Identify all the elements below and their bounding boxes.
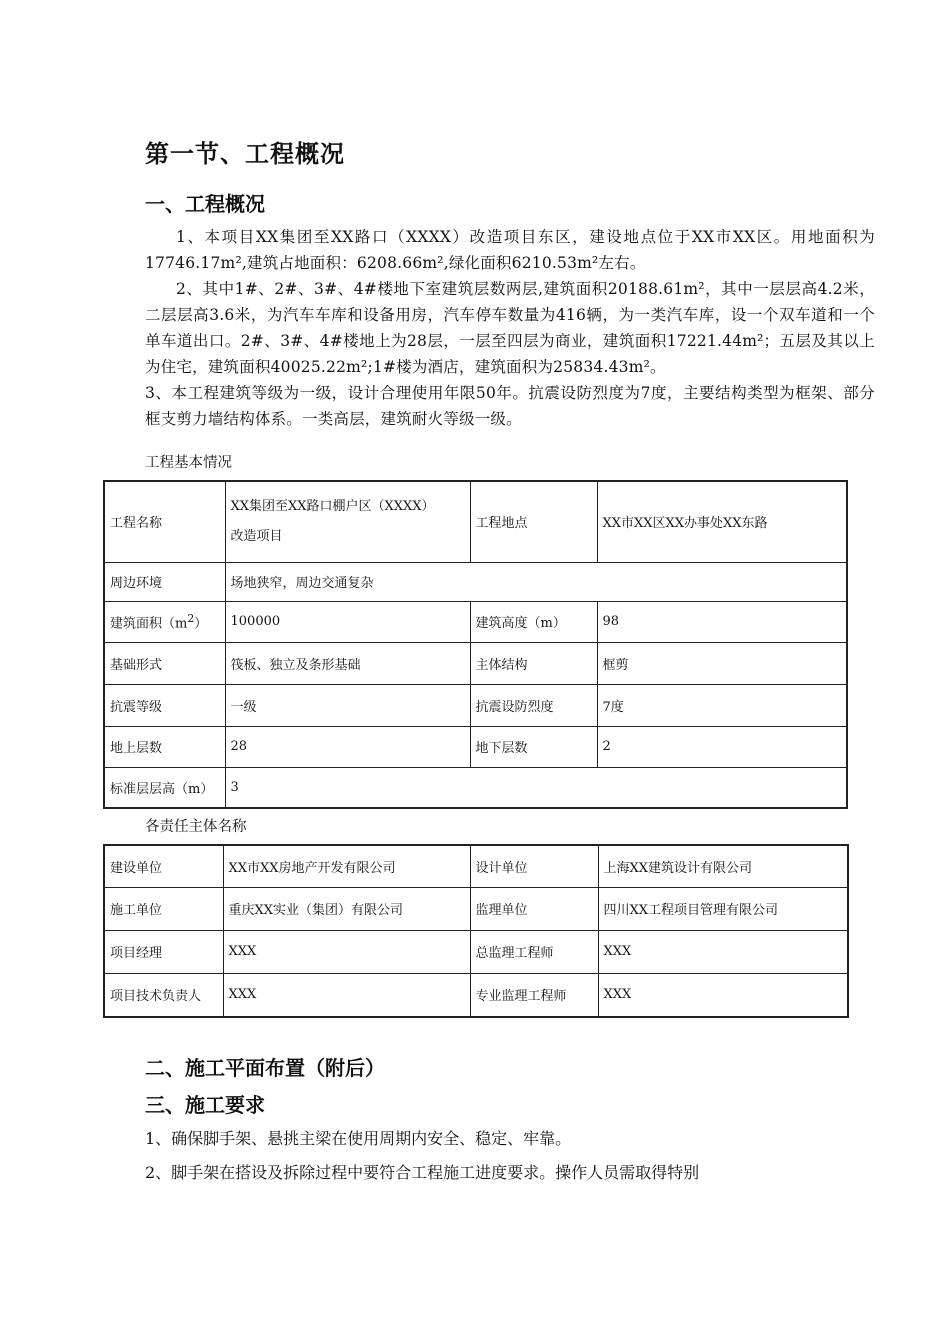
project-name-line2: 改造项目	[230, 528, 283, 544]
table-row	[104, 930, 848, 973]
surroundings-label: 周边环境	[104, 562, 225, 601]
party-label: 监理单位	[470, 887, 598, 930]
project-basic-info-table	[103, 480, 848, 809]
location-label: 工程地点	[470, 481, 597, 562]
overview-paragraphs	[145, 224, 875, 432]
party-value: XXX	[598, 973, 848, 1017]
party-value: 重庆XX实业（集团）有限公司	[223, 887, 470, 930]
structure-value: 框剪	[597, 642, 847, 684]
party-label: 施工单位	[104, 887, 223, 930]
heading-site-layout: 二、施工平面布置（附后）	[145, 1056, 385, 1080]
height-label: 建筑高度（m）	[470, 601, 597, 642]
party-label: 总监理工程师	[470, 930, 598, 973]
table-row	[104, 601, 847, 642]
project-name-label: 工程名称	[104, 481, 225, 562]
paragraph-2: 2、其中1#、2#、3#、4#楼地下室建筑层数两层,建筑面积20188.61m²，其中一层层高4.2米，二层层高3.6米，为汽车车库和设备用房，汽车停车数量为416辆，为一类汽车库，设一个双车道和一个单车道出口。2#、3#、4#楼地上为28层，一层至四层为商业，建筑面积17221.44m²；五层及其以上为住宅，建筑面积40025.22m²;1#楼为酒店，建筑面积为25834.43m²。	[145, 280, 875, 376]
floors-below-value: 2	[597, 726, 847, 767]
project-name-line1: XX集团至XX路口棚户区（XXXX）	[230, 498, 435, 514]
floors-above-label: 地上层数	[104, 726, 225, 767]
paragraph-3: 3、本工程建筑等级为一级，设计合理使用年限50年。抗震设防烈度为7度，主要结构类型为框架、部分框支剪力墙结构体系。一类高层，建筑耐火等级一级。	[145, 384, 875, 428]
seismic-grade-value: 一级	[225, 684, 470, 726]
area-label: 建筑面积$(m^2)$	[104, 601, 225, 642]
party-label: 专业监理工程师	[470, 973, 598, 1017]
party-label: 项目经理	[104, 930, 223, 973]
table-row	[104, 887, 848, 930]
seismic-intensity-label: 抗震设防烈度	[470, 684, 597, 726]
table-row	[104, 767, 847, 808]
paragraph-1: 1、本项目XX集团至XX路口（XXXX）改造项目东区，建设地点位于XX市XX区。用地面积为17746.17m²,建筑占地面积：6208.66m²,绿化面积6210.53m²左右。	[145, 228, 875, 272]
foundation-value: 筏板、独立及条形基础	[225, 642, 470, 684]
party-value: XXX	[223, 973, 470, 1017]
requirement-1: 1、确保脚手架、悬挑主梁在使用周期内安全、稳定、牢靠。	[145, 1129, 572, 1148]
location-value: XX市XX区XX办事处XX东路	[597, 481, 847, 562]
table-row	[104, 726, 847, 767]
party-value: 上海XX建筑设计有限公司	[598, 845, 848, 887]
party-label: 项目技术负责人	[104, 973, 223, 1017]
surroundings-value: 场地狭窄，周边交通复杂	[225, 562, 847, 601]
floors-below-label: 地下层数	[470, 726, 597, 767]
seismic-intensity-value: 7度	[597, 684, 847, 726]
table-row	[104, 845, 848, 887]
area-value: 100000	[225, 601, 470, 642]
table-row	[104, 562, 847, 601]
table1-caption: 工程基本情况	[145, 455, 232, 471]
party-label: 建设单位	[104, 845, 223, 887]
foundation-label: 基础形式	[104, 642, 225, 684]
requirement-2: 2、脚手架在搭设及拆除过程中要符合工程施工进度要求。操作人员需取得特别	[145, 1163, 700, 1182]
table-row	[104, 642, 847, 684]
table-row	[104, 684, 847, 726]
heading-construction-requirements: 三、施工要求	[145, 1093, 265, 1117]
party-value: XX市XX房地产开发有限公司	[223, 845, 470, 887]
floors-above-value: 28	[225, 726, 470, 767]
seismic-grade-label: 抗震等级	[104, 684, 225, 726]
section-title: 第一节、工程概况	[145, 139, 345, 168]
party-value: XXX	[598, 930, 848, 973]
party-label: 设计单位	[470, 845, 598, 887]
table-row	[104, 973, 848, 1017]
height-value: 98	[597, 601, 847, 642]
party-value: XXX	[223, 930, 470, 973]
project-name-value	[225, 481, 470, 562]
structure-label: 主体结构	[470, 642, 597, 684]
table-row	[104, 481, 847, 562]
std-height-label: 标准层层高（m）	[104, 767, 225, 808]
table2-caption: 各责任主体名称	[145, 819, 247, 835]
responsible-parties-table	[103, 844, 849, 1018]
party-value: 四川XX工程项目管理有限公司	[598, 887, 848, 930]
std-height-value: 3	[225, 767, 847, 808]
heading-project-overview: 一、工程概况	[145, 192, 265, 216]
